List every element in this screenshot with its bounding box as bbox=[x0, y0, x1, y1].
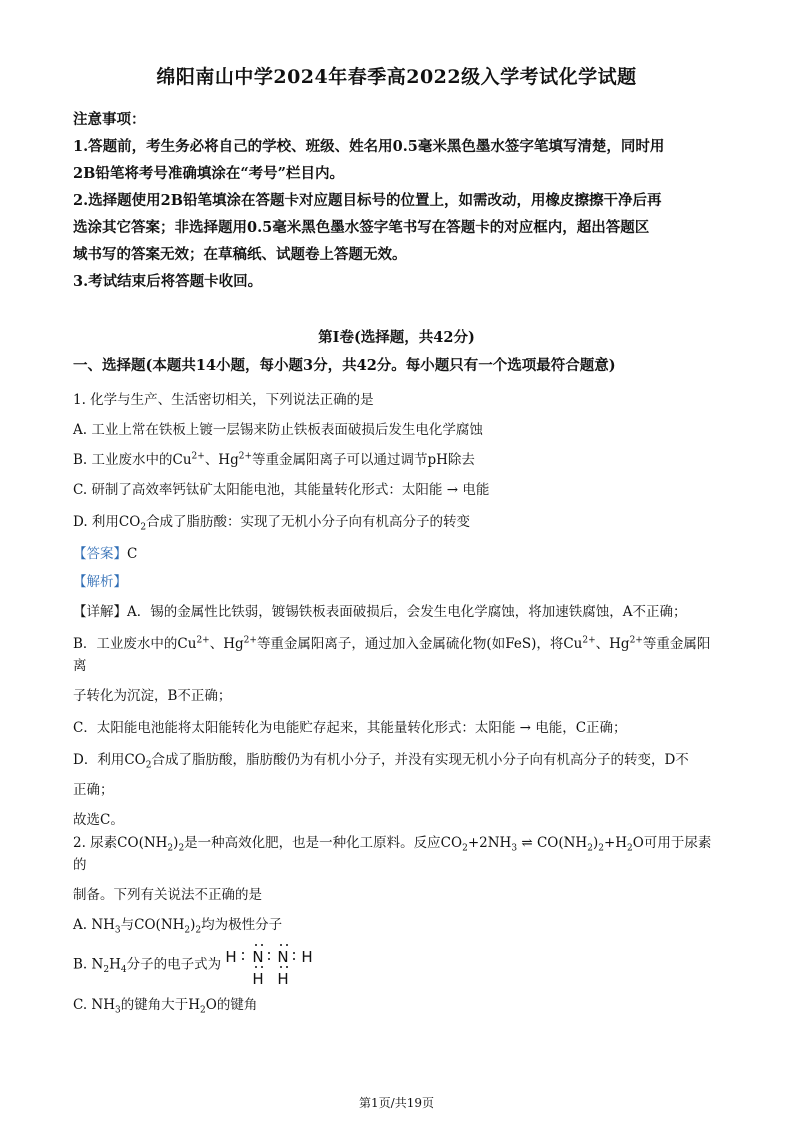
q2-option-b: B. $N_2H_4$分子的电子式为 H N N H H H bbox=[73, 942, 723, 990]
q1-detail-d-2: 正确； bbox=[73, 782, 114, 798]
q1-detail-a: 【详解】A．锡的金属性比铁弱，镀锡铁板表面破损后，会发生电化学腐蚀，将加速铁腐蚀，A不正确； bbox=[73, 604, 687, 620]
page-footer: 第1页/共19页 bbox=[359, 1096, 434, 1110]
q1-analysis-label: 【解析】 bbox=[73, 574, 127, 590]
notes-line-6: 3.考试结束后将答题卡收回。 bbox=[73, 273, 263, 290]
q1-detail-b-1: B．工业废水中的$Cu^{2+}$、$Hg^{2+}$等重金属阳离子，通过加入金属硫化物(如FeS)，将$Cu^{2+}$、$Hg^{2+}$等重金属阳离 bbox=[73, 635, 711, 674]
q1-conclusion: 故选C。 bbox=[73, 812, 124, 828]
electron-formula-n2h4: H N N H H H bbox=[225, 942, 315, 988]
q2-option-a: A. $NH_3$与$CO(NH_2)_2$均为极性分子 bbox=[73, 917, 283, 936]
part-title: 一、选择题(本题共14小题，每小题3分，共42分。每小题只有一个选项最符合题意) bbox=[73, 357, 616, 374]
q1-answer: 【答案】C bbox=[73, 546, 138, 562]
notes-line-3: 2.选择题使用2B铅笔填涂在答题卡对应题目标号的位置上，如需改动，用橡皮擦擦干净后再 bbox=[73, 192, 662, 209]
notes-line-5: 域书写的答案无效；在草稿纸、试题卷上答题无效。 bbox=[73, 246, 407, 263]
q1-option-b: B. 工业废水中的$Cu^{2+}$、$Hg^{2+}$等重金属阳离子可以通过调节pH除去 bbox=[73, 451, 475, 468]
q1-option-a: A. 工业上常在铁板上镀一层锡来防止铁板表面破损后发生电化学腐蚀 bbox=[73, 422, 483, 438]
q1-option-c: C. 研制了高效率钙钛矿太阳能电池，其能量转化形式：太阳能 → 电能 bbox=[73, 482, 490, 498]
notes-heading: 注意事项： bbox=[73, 111, 146, 128]
notes-line-2: 2B铅笔将考号准确填涂在“考号”栏目内。 bbox=[73, 165, 345, 182]
section-title: 第Ⅰ卷(选择题，共42分) bbox=[318, 329, 475, 346]
q1-detail-d-1: D．利用$CO_2$合成了脂肪酸，脂肪酸仍为有机小分子，并没有实现无机小分子向有机高分子的转变，D不 bbox=[73, 752, 689, 771]
q1-option-d: D. 利用$CO_2$合成了脂肪酸：实现了无机小分子向有机高分子的转变 bbox=[73, 514, 471, 533]
question-2 bbox=[73, 832, 723, 1016]
notes-line-1: 1.答题前，考生务必将自己的学校、班级、姓名用0.5毫米黑色墨水签字笔填写清楚，同时用 bbox=[73, 138, 665, 155]
q1-detail-b-2: 子转化为沉淀，B不正确； bbox=[73, 688, 232, 704]
q2-stem-1: 2. 尿素$CO(NH_2)_2$是一种高效化肥，也是一种化工原料。反应$CO_2+2NH_3$ ⇌ $CO(NH_2)_2+H_2O$可用于尿素的 bbox=[73, 835, 712, 873]
notes-block bbox=[73, 106, 723, 295]
page-title: 绵阳南山中学2024年春季高2022级入学考试化学试题 bbox=[156, 66, 637, 88]
question-1 bbox=[73, 389, 723, 831]
q1-stem: 1. 化学与生产、生活密切相关，下列说法正确的是 bbox=[73, 392, 374, 408]
notes-line-4: 选涂其它答案；非选择题用0.5毫米黑色墨水签字笔书写在答题卡的对应框内，超出答题区 bbox=[73, 219, 650, 236]
q2-stem-2: 制备。下列有关说法不正确的是 bbox=[73, 887, 262, 903]
q2-option-c: C. $NH_3$的键角大于$H_2O$的键角 bbox=[73, 997, 258, 1016]
q1-detail-c: C．太阳能电池能将太阳能转化为电能贮存起来，其能量转化形式：太阳能 → 电能，C正确； bbox=[73, 720, 627, 736]
